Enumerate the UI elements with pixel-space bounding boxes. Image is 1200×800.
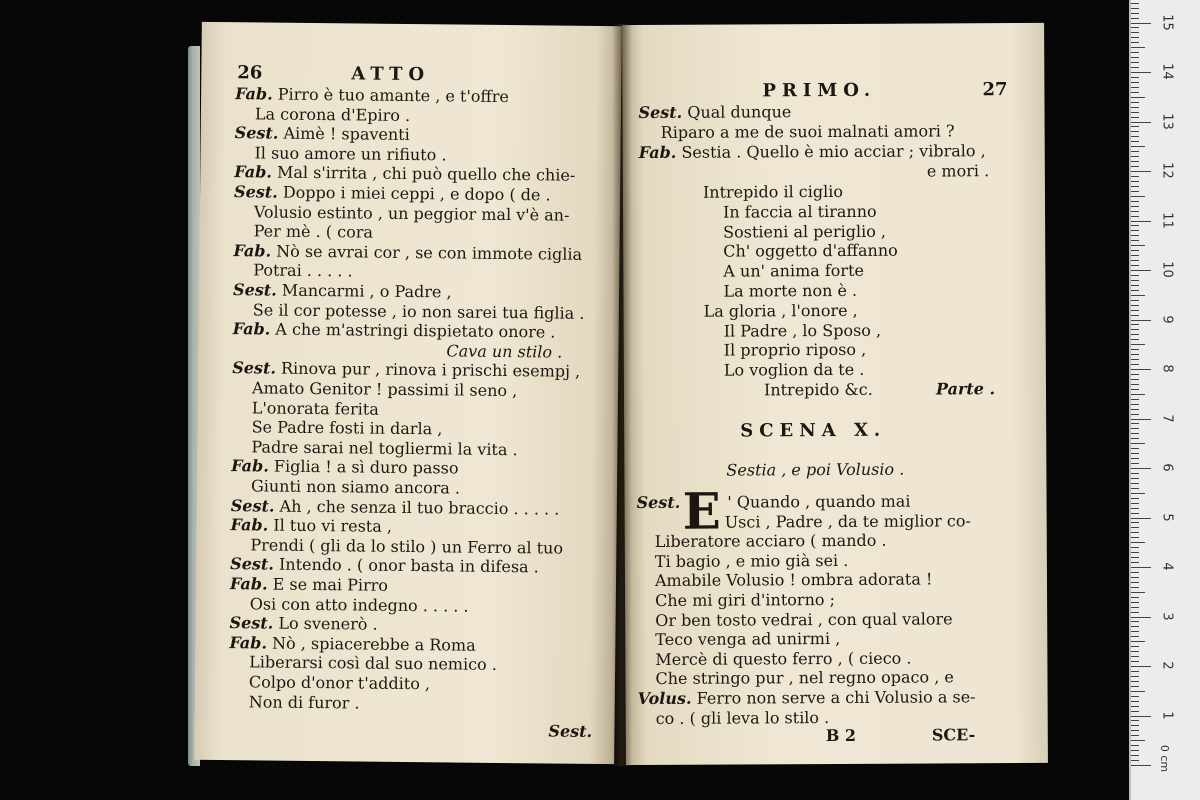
speaker-label: Fab. xyxy=(235,84,273,104)
ruler-tick xyxy=(1131,557,1139,558)
ruler-tick xyxy=(1131,661,1139,662)
line-text: Or ben tosto vedrai , con qual valore xyxy=(655,608,953,630)
ruler-tick xyxy=(1131,592,1145,593)
ruler-tick xyxy=(1131,250,1139,251)
ruler-tick xyxy=(1131,329,1139,330)
ruler-tick xyxy=(1131,755,1139,756)
line-text: Che stringo pur , nel regno opaco , e xyxy=(655,667,954,689)
ruler-tick xyxy=(1131,191,1139,192)
ruler-tick xyxy=(1131,631,1139,632)
text-line xyxy=(235,104,410,126)
ruler-tick xyxy=(1131,696,1139,697)
text-line xyxy=(638,708,830,729)
right-page-number: 27 xyxy=(982,79,1008,101)
speaker-label: Sest. xyxy=(638,102,683,123)
line-text: Usci , Padre , da te miglior co- xyxy=(724,510,971,532)
ruler-tick xyxy=(1131,463,1139,464)
text-line xyxy=(637,648,911,669)
line-text: Prendi ( gli da lo stilo ) un Ferro al tuo xyxy=(250,535,564,558)
ruler-tick xyxy=(1131,582,1139,583)
ruler-tick xyxy=(1131,225,1139,226)
speaker-label: Sest. xyxy=(232,280,277,300)
ruler-tick xyxy=(1131,374,1139,375)
ruler-tick xyxy=(1131,711,1139,712)
ruler-tick xyxy=(1131,428,1139,429)
ruler-tick xyxy=(1131,176,1139,177)
ruler-tick xyxy=(1131,230,1139,231)
ruler-tick xyxy=(1131,151,1139,152)
text-line xyxy=(659,511,971,533)
ruler-number: 2 xyxy=(1159,661,1175,670)
ruler-tick xyxy=(1131,607,1139,608)
ruler-tick xyxy=(1131,701,1139,702)
ruler-tick xyxy=(1131,300,1139,301)
text-line xyxy=(639,141,986,163)
ruler-tick xyxy=(1131,602,1139,603)
ruler-tick xyxy=(1131,725,1139,726)
stage-direction: Cava un stilo . xyxy=(446,341,563,362)
line-text: Il tuo vi resta , xyxy=(273,515,393,537)
ruler-tick xyxy=(1131,315,1139,316)
speaker-label: Volus. xyxy=(637,688,692,709)
ruler-number: 6 xyxy=(1159,463,1175,472)
ruler-tick xyxy=(1131,216,1139,217)
ruler-tick xyxy=(1131,47,1145,48)
line-text: Figlia ! a sì duro passo xyxy=(273,456,459,478)
ruler-tick xyxy=(1131,141,1139,142)
ruler-tick xyxy=(1131,126,1139,127)
ruler-tick xyxy=(1131,18,1139,19)
ruler-tick xyxy=(1131,468,1151,469)
text-line xyxy=(637,629,840,650)
ruler-tick xyxy=(1131,394,1145,395)
ruler-tick xyxy=(1131,572,1139,573)
ruler-tick xyxy=(1131,651,1139,652)
ruler-tick xyxy=(1131,117,1139,118)
speaker-label: Fab. xyxy=(233,240,272,261)
ruler-tick xyxy=(1131,369,1151,370)
aria-line: Lo voglion da te . xyxy=(723,360,865,380)
ruler-tick xyxy=(1131,765,1151,766)
speaker-label: Sest. xyxy=(232,358,277,379)
line-text: Ti bagio , e mio già sei . xyxy=(654,550,849,571)
line-text: Osi con atto indegno . . . . . xyxy=(249,593,469,616)
ruler-tick xyxy=(1131,720,1139,721)
text-line xyxy=(637,668,953,690)
aria-line: La morte non è . xyxy=(723,280,858,301)
ruler-tick xyxy=(1131,364,1139,365)
ruler-tick xyxy=(1131,285,1139,286)
aria-line: In faccia al tiranno xyxy=(722,201,877,222)
line-text: Doppo i miei ceppi , e dopo ( de . xyxy=(282,182,551,205)
ruler-tick xyxy=(1131,97,1145,98)
aria-line: Ch' oggetto d'affanno xyxy=(723,241,898,261)
line-text: Liberarsi così dal suo nemico . xyxy=(249,652,498,675)
ruler-tick xyxy=(1131,671,1139,672)
ruler-tick xyxy=(1131,290,1139,291)
speaker-label: Fab. xyxy=(638,142,677,163)
line-text: Se Padre fosti in darla , xyxy=(251,417,443,439)
ruler-tick xyxy=(1131,280,1139,281)
ruler-tick xyxy=(1131,389,1139,390)
right-catchword: SCE- xyxy=(931,725,976,745)
book-gutter xyxy=(612,24,632,766)
ruler-tick xyxy=(1131,270,1151,271)
ruler-tick xyxy=(1131,691,1145,692)
ruler-tick xyxy=(1131,621,1139,622)
ruler-tick xyxy=(1131,146,1145,147)
ruler-tick xyxy=(1131,552,1139,553)
ruler-tick xyxy=(1131,587,1139,588)
ruler-tick xyxy=(1131,275,1139,276)
ruler-number: 7 xyxy=(1159,413,1175,423)
ruler-tick xyxy=(1131,62,1139,63)
ruler-tick xyxy=(1131,537,1139,538)
ruler-tick xyxy=(1131,310,1139,311)
ruler-number: 1 xyxy=(1159,710,1175,720)
ruler-tick xyxy=(1131,636,1139,637)
ruler-tick xyxy=(1131,206,1139,207)
ruler-tick xyxy=(1131,3,1139,4)
text-line: e mori . xyxy=(926,161,990,181)
text-line xyxy=(637,551,849,572)
ruler-tick xyxy=(1131,131,1139,132)
ruler-number: 12 xyxy=(1159,162,1175,179)
ruler-tick xyxy=(1131,112,1139,113)
signature-mark: B 2 xyxy=(825,725,857,746)
line-text: Amato Genitor ! passimi il seno , xyxy=(251,378,518,401)
ruler-tick xyxy=(1131,522,1139,523)
ruler-tick xyxy=(1131,245,1145,246)
line-text: Padre sarai nel togliermi la vita . xyxy=(251,437,518,459)
speaker-label: Sest. xyxy=(636,492,681,513)
right-running-head: PRIMO. xyxy=(762,79,877,102)
line-text: Per mè . ( cora xyxy=(253,221,374,242)
ruler-tick xyxy=(1131,409,1139,410)
line-text: A che m'astringi dispietato onore . xyxy=(275,319,556,342)
text-line xyxy=(235,123,410,145)
text-line xyxy=(230,515,392,537)
speaker-label: Fab. xyxy=(230,515,269,535)
ruler-tick xyxy=(1131,433,1139,434)
ruler-tick xyxy=(1131,334,1139,335)
ruler-tick xyxy=(1131,646,1139,647)
line-text: Mercè di questo ferro , ( cieco . xyxy=(655,648,912,669)
ruler-tick xyxy=(1131,532,1139,533)
ruler-tick xyxy=(1131,399,1139,400)
ruler-tick xyxy=(1131,681,1139,682)
line-text: Volusio estinto , un peggior mal v'è an- xyxy=(253,201,570,225)
ruler-number: 8 xyxy=(1159,364,1175,373)
text-line xyxy=(232,398,379,420)
ruler-tick xyxy=(1131,488,1139,489)
speaker-label: Sest. xyxy=(233,182,278,202)
scene-heading: SCENA X. xyxy=(740,419,887,442)
measurement-ruler xyxy=(1129,0,1200,800)
ruler-tick xyxy=(1131,37,1139,38)
ruler-tick xyxy=(1131,612,1139,613)
line-text: Lo svenerò . xyxy=(278,613,378,634)
ruler-tick xyxy=(1131,122,1151,123)
line-text: Giunti non siamo ancora . xyxy=(250,476,461,498)
text-line xyxy=(639,121,955,143)
ruler-tick xyxy=(1131,27,1139,28)
text-line xyxy=(637,570,933,592)
text-line xyxy=(637,492,911,513)
text-line xyxy=(232,417,443,439)
ruler-tick xyxy=(1131,320,1151,321)
line-text: Nò , spiacerebbe a Roma xyxy=(271,633,476,655)
line-text: Teco venga ad unirmi , xyxy=(655,629,841,650)
aria-line: Intrepido &c. xyxy=(763,379,873,400)
aria-line: Sostieni al periglio , xyxy=(723,221,887,242)
ruler-tick xyxy=(1131,52,1139,53)
ruler-tick xyxy=(1131,339,1139,340)
ruler-tick xyxy=(1131,745,1139,746)
ruler-tick xyxy=(1131,181,1139,182)
ruler-tick xyxy=(1131,107,1139,108)
ruler-tick xyxy=(1131,617,1151,618)
text-line xyxy=(233,319,556,342)
ruler-tick xyxy=(1131,641,1145,642)
line-text: Amabile Volusio ! ombra adorata ! xyxy=(654,569,933,591)
line-text: Intendo . ( onor basta in difesa . xyxy=(278,555,539,577)
ruler-tick xyxy=(1131,359,1139,360)
ruler-tick xyxy=(1131,42,1139,43)
ruler-tick xyxy=(1131,443,1145,444)
ruler-tick xyxy=(1131,404,1139,405)
ruler-tick xyxy=(1131,498,1139,499)
ruler-tick xyxy=(1131,438,1139,439)
ruler-tick xyxy=(1131,161,1139,162)
ruler-tick xyxy=(1131,171,1151,172)
ruler-tick xyxy=(1131,453,1139,454)
ruler-tick xyxy=(1131,8,1139,9)
text-line xyxy=(637,590,835,611)
ruler-tick xyxy=(1131,518,1151,519)
ruler-tick xyxy=(1131,136,1139,137)
ruler-tick xyxy=(1131,324,1139,325)
ruler-tick xyxy=(1131,656,1139,657)
ruler-tick xyxy=(1131,349,1139,350)
text-line xyxy=(638,687,976,709)
ruler-tick xyxy=(1131,577,1139,578)
ruler-tick xyxy=(1131,448,1139,449)
text-line xyxy=(638,102,791,123)
ruler-tick xyxy=(1131,32,1139,33)
text-line xyxy=(637,531,887,552)
ruler-number: 4 xyxy=(1159,562,1175,571)
line-text: Sestia . Quello è mio acciar ; vibralo , xyxy=(681,141,986,162)
ruler-number: 5 xyxy=(1159,512,1175,522)
line-text: Nò se avrai cor , se con immote ciglia xyxy=(276,241,583,264)
ruler-tick xyxy=(1131,750,1139,751)
ruler-tick xyxy=(1131,305,1139,306)
ruler-tick xyxy=(1131,567,1151,568)
ruler-tick xyxy=(1131,102,1139,103)
ruler-tick xyxy=(1131,760,1139,761)
drop-cap: E xyxy=(682,481,721,541)
text-line xyxy=(234,221,373,242)
text-line xyxy=(229,672,430,694)
ruler-tick xyxy=(1131,354,1139,355)
ruler-tick xyxy=(1131,414,1139,415)
ruler-tick xyxy=(1131,379,1139,380)
line-text: L'onorata ferita xyxy=(251,397,379,419)
ruler-number: 13 xyxy=(1159,112,1175,130)
ruler-tick xyxy=(1131,542,1145,543)
left-running-head: ATTO xyxy=(351,63,431,86)
speaker-label: Fab. xyxy=(234,162,273,182)
text-line xyxy=(233,280,452,302)
ruler-tick xyxy=(1131,295,1145,296)
ruler-tick xyxy=(1131,166,1139,167)
ruler-tick xyxy=(1131,255,1139,256)
text-line xyxy=(230,574,388,596)
ruler-tick xyxy=(1131,562,1139,563)
line-text: Ferro non serve a chi Volusio a se- xyxy=(696,687,976,708)
ruler-number: 9 xyxy=(1159,314,1175,324)
text-line xyxy=(233,261,353,282)
line-text: Riparo a me de suoi malnati amori ? xyxy=(660,121,955,142)
ruler-tick xyxy=(1131,597,1139,598)
line-text: Potrai . . . . . xyxy=(253,260,353,281)
ruler-tick xyxy=(1131,82,1139,83)
ruler-tick xyxy=(1131,265,1139,266)
line-text: ' Quando , quando mai xyxy=(727,491,911,512)
ruler-tick xyxy=(1131,344,1145,345)
speaker-label: Fab. xyxy=(229,574,268,594)
text-line xyxy=(229,613,377,635)
line-text: E se mai Pirro xyxy=(272,574,389,595)
aria-line: A un' anima forte xyxy=(723,261,864,281)
text-line xyxy=(234,143,446,165)
exit-direction: Parte . xyxy=(935,379,996,399)
line-text: Il suo amore un rifiuto . xyxy=(254,143,447,165)
ruler-tick xyxy=(1131,23,1151,24)
ruler-tick xyxy=(1131,77,1139,78)
left-page-number: 26 xyxy=(237,62,263,84)
line-text: Non di furor . xyxy=(248,691,360,713)
left-page xyxy=(194,22,622,764)
ruler-tick xyxy=(1131,423,1139,424)
ruler-tick xyxy=(1131,735,1139,736)
ruler-tick xyxy=(1131,67,1139,68)
ruler-tick xyxy=(1131,493,1145,494)
ruler-tick xyxy=(1131,57,1139,58)
line-text: Qual dunque xyxy=(687,102,792,122)
ruler-number: 10 xyxy=(1159,261,1175,278)
ruler-tick xyxy=(1131,508,1139,509)
ruler-tick xyxy=(1131,201,1139,202)
ruler-tick xyxy=(1131,13,1139,14)
aria-line: La gloria , l'onore , xyxy=(703,300,858,321)
left-catchword: Sest. xyxy=(548,721,593,741)
ruler-tick xyxy=(1131,483,1139,484)
right-page xyxy=(622,23,1048,765)
line-text: Pirro è tuo amante , e t'offre xyxy=(277,84,510,107)
line-text: Aimè ! spaventi xyxy=(283,123,410,145)
ruler-tick xyxy=(1131,666,1151,667)
line-text: Ah , che senza il tuo braccio . . . . . xyxy=(279,496,560,519)
ruler-tick xyxy=(1131,72,1151,73)
ruler-tick xyxy=(1131,716,1151,717)
text-line xyxy=(637,609,953,631)
line-text: Mancarmi , o Padre , xyxy=(281,280,452,302)
ruler-unit-label: 0 cm xyxy=(1158,744,1172,773)
ruler-tick xyxy=(1131,740,1145,741)
ruler-number: 15 xyxy=(1159,13,1175,31)
speaker-label: Fab. xyxy=(232,319,271,339)
ruler-number: 14 xyxy=(1159,63,1175,80)
open-book xyxy=(188,18,1056,763)
ruler-tick xyxy=(1131,260,1139,261)
ruler-tick xyxy=(1131,730,1139,731)
ruler-tick xyxy=(1131,211,1139,212)
ruler-tick xyxy=(1131,156,1139,157)
speaker-label: Sest. xyxy=(230,554,274,574)
line-text: Colpo d'onor t'addito , xyxy=(248,672,431,694)
ruler-tick xyxy=(1131,478,1139,479)
speaker-label: Fab. xyxy=(229,632,268,653)
line-text: Liberatore acciaro ( mando . xyxy=(654,530,887,552)
speaker-label: Fab. xyxy=(231,456,269,476)
ruler-tick xyxy=(1131,92,1139,93)
ruler-tick xyxy=(1131,196,1145,197)
ruler-number: 11 xyxy=(1159,211,1175,229)
ruler-tick xyxy=(1131,221,1151,222)
ruler-tick xyxy=(1131,706,1139,707)
speaker-label: Sest. xyxy=(229,613,274,633)
line-text: Mal s'irrita , chi può quello che chie- xyxy=(276,163,576,186)
aria-line: Il Padre , lo Sposo , xyxy=(723,320,882,341)
ruler-tick xyxy=(1131,186,1139,187)
text-line xyxy=(229,692,360,713)
scene-characters: Sestia , e poi Volusio . xyxy=(726,459,905,480)
ruler-tick xyxy=(1131,676,1139,677)
ruler-tick xyxy=(1131,458,1139,459)
speaker-label: Sest. xyxy=(234,123,279,143)
ruler-number: 3 xyxy=(1159,611,1175,621)
ruler-tick xyxy=(1131,513,1139,514)
line-text: Se il cor potesse , io non sarei tua figlia . xyxy=(252,299,585,323)
line-text: co . ( gli leva lo stilo . xyxy=(655,707,830,728)
ruler-tick xyxy=(1131,240,1139,241)
ruler-tick xyxy=(1131,547,1139,548)
ruler-tick xyxy=(1131,419,1151,420)
ruler-tick xyxy=(1131,527,1139,528)
ruler-tick xyxy=(1131,686,1139,687)
line-text: Rinova pur , rinova i prischi esempj , xyxy=(280,359,581,382)
line-text: Che mi giri d'intorno ; xyxy=(655,590,836,610)
speaker-label: Sest. xyxy=(230,495,275,516)
ruler-tick xyxy=(1131,235,1139,236)
ruler-tick xyxy=(1131,626,1139,627)
ruler-tick xyxy=(1131,503,1139,504)
aria-line: Intrepido il ciglio xyxy=(702,181,843,202)
ruler-tick xyxy=(1131,87,1139,88)
ruler-tick xyxy=(1131,384,1139,385)
aria-line: Il proprio riposo , xyxy=(723,340,867,360)
line-text: La corona d'Epiro . xyxy=(254,103,411,125)
ruler-tick xyxy=(1131,473,1139,474)
